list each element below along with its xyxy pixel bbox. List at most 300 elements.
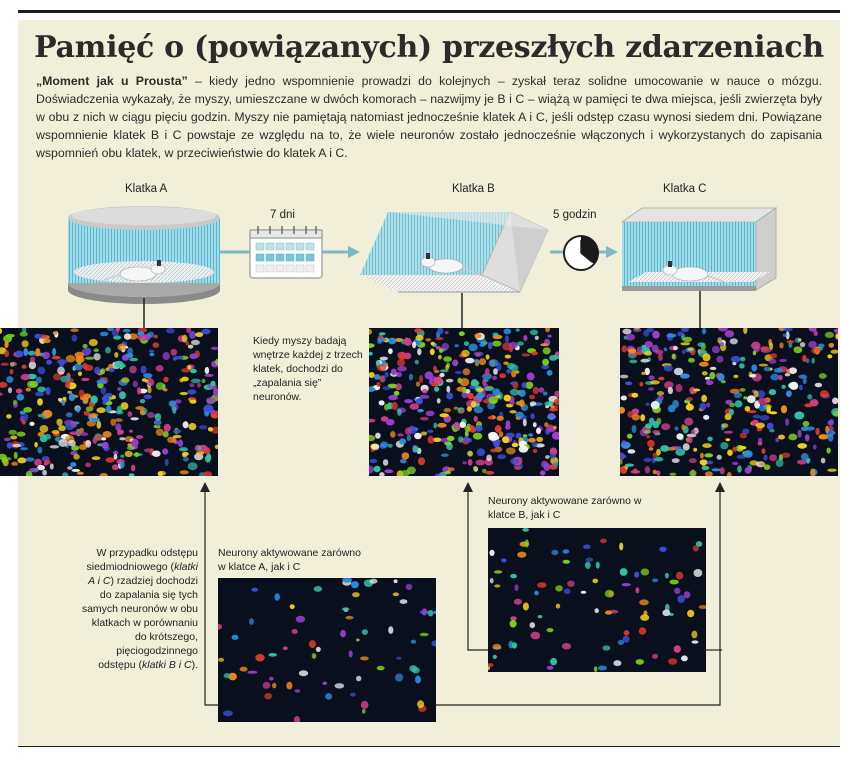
neuron-dot: [683, 337, 692, 343]
neuron-dot: [384, 469, 393, 473]
neuron-dot: [463, 368, 471, 375]
neuron-dot: [437, 423, 447, 428]
neuron-dot: [144, 395, 152, 400]
neuron-dot: [106, 405, 112, 413]
neuron-dot: [486, 455, 492, 462]
neuron-dot: [24, 348, 28, 356]
neuron-dot: [799, 385, 803, 391]
neuron-dot: [501, 558, 506, 562]
neuron-dot: [640, 414, 645, 421]
neuron-dot: [62, 472, 68, 476]
neuron-dot: [743, 450, 753, 458]
neuron-dot: [182, 335, 188, 343]
neuron-dot: [462, 461, 467, 464]
neuron-dot: [189, 353, 197, 359]
neuron-dot: [550, 658, 557, 665]
neuron-dot: [195, 332, 203, 337]
neuron-dot: [290, 604, 295, 609]
neuron-dot: [676, 433, 683, 439]
neuron-dot: [204, 471, 213, 476]
neuron-dot: [384, 404, 389, 411]
neuron-dot: [427, 430, 434, 433]
neuron-dot: [581, 591, 587, 594]
neuron-dot: [497, 454, 506, 459]
neuron-dot: [428, 436, 435, 444]
cage-a-label: Klatka A: [125, 183, 168, 195]
overlap-bc-label: Neurony aktywowane zarówno w klatce B, jak i C: [488, 495, 642, 521]
neuron-dot: [681, 655, 688, 661]
neuron-dot: [658, 353, 663, 361]
neuron-dot: [218, 624, 222, 630]
neuron-dot: [786, 390, 792, 397]
neuron-dot: [650, 380, 660, 384]
arrowhead-to-b: [463, 482, 473, 492]
neuron-dot: [737, 465, 741, 473]
neuron-dot: [556, 604, 560, 609]
neuron-dot: [57, 359, 67, 364]
neuron-dot: [629, 360, 637, 364]
neuron-dot: [67, 391, 72, 394]
neuron-dot: [758, 442, 763, 446]
neuron-dot: [58, 398, 62, 401]
neuron-dot: [105, 347, 111, 354]
neuron-dot: [479, 343, 485, 347]
neuron-dot: [776, 459, 784, 467]
neuron-dot: [191, 340, 200, 345]
neuron-dot: [174, 356, 184, 360]
neuron-dot: [223, 710, 233, 716]
neuron-dot: [361, 701, 369, 709]
neuron-dot: [141, 366, 147, 374]
neuron-dot: [388, 348, 393, 354]
neuron-dot: [658, 377, 664, 381]
neuron-dot: [825, 426, 829, 433]
neuron-dot: [680, 342, 690, 345]
neuron-dot: [187, 389, 196, 394]
neuron-dot: [73, 454, 79, 460]
neuron-dot: [415, 335, 423, 341]
neuron-dot: [46, 360, 52, 365]
neuron-dot: [346, 616, 354, 620]
neuron-dot: [190, 369, 197, 373]
neuron-dot: [749, 374, 756, 378]
neuron-dot: [645, 423, 652, 428]
neuron-dot: [52, 356, 61, 360]
neuron-dot: [369, 419, 375, 423]
neuron-dot: [488, 416, 494, 419]
neuron-dot: [460, 378, 470, 386]
neuron-dot: [440, 373, 445, 377]
neuron-dot: [198, 445, 202, 450]
neuron-dot: [740, 433, 747, 439]
neuron-dot: [699, 605, 706, 609]
neuron-dot: [158, 471, 166, 476]
neuron-dot: [672, 458, 680, 463]
neuron-dot: [594, 666, 598, 672]
neuron-dot: [707, 461, 713, 465]
neuron-dot: [702, 371, 708, 375]
neuron-dot: [4, 438, 11, 442]
cage-b-label: Klatka B: [452, 183, 495, 195]
neuron-dot: [563, 560, 570, 564]
neuron-dot: [502, 436, 509, 443]
neuron-dot: [636, 351, 643, 355]
neuron-dot: [182, 453, 187, 457]
neuron-dot: [622, 583, 631, 586]
neuron-dot: [66, 412, 73, 417]
neuron-dot: [83, 344, 88, 349]
neuron-dot: [431, 640, 436, 646]
neuron-dot: [119, 437, 125, 440]
neuron-dot: [123, 329, 131, 333]
neuron-dot: [400, 459, 407, 464]
neuron-dot: [668, 405, 676, 412]
neuron-dot: [622, 345, 628, 352]
neurons-cage-c-image: [620, 328, 838, 476]
neuron-dot: [639, 599, 649, 605]
neuron-dot: [711, 468, 721, 471]
neuron-dot: [420, 633, 429, 637]
neuron-dot: [693, 448, 697, 452]
neuron-dot: [510, 574, 517, 578]
neuron-dot: [438, 355, 442, 360]
neuron-dot: [35, 392, 44, 397]
neuron-dot: [639, 627, 646, 634]
neuron-dot: [585, 562, 591, 569]
neuron-dot: [40, 435, 47, 442]
neuron-dot: [376, 382, 380, 387]
neuron-dot: [811, 347, 821, 354]
neuron-dot: [461, 350, 470, 357]
neuron-dot: [702, 353, 710, 361]
neuron-dot: [428, 610, 434, 616]
neuron-dot: [779, 359, 787, 362]
neuron-dot: [598, 666, 607, 671]
neuron-dot: [52, 348, 56, 356]
neuron-dot: [117, 387, 121, 391]
neuron-dot: [404, 399, 413, 403]
neuron-dot: [815, 383, 822, 388]
neuron-dot: [53, 331, 57, 334]
neuron-dot: [446, 386, 450, 393]
neuron-dot: [745, 406, 751, 411]
neuron-dot: [426, 338, 432, 341]
neuron-dot: [208, 427, 213, 431]
neuron-dot: [583, 544, 591, 549]
arrowhead-to-a: [200, 482, 210, 492]
neuron-dot: [540, 470, 546, 475]
neuron-dot: [730, 389, 740, 394]
neuron-dot: [666, 334, 676, 338]
neuron-dot: [391, 369, 397, 376]
neuron-dot: [740, 388, 746, 392]
neuron-dot: [475, 353, 480, 357]
neuron-dot: [552, 432, 559, 440]
neuron-dot: [562, 643, 571, 649]
neuron-dot: [255, 654, 264, 661]
neuron-dot: [264, 693, 272, 699]
neuron-dot: [145, 379, 149, 383]
neuron-dot: [668, 387, 673, 394]
neuron-dot: [416, 382, 420, 387]
neuron-dot: [434, 386, 439, 391]
neuron-dot: [635, 587, 639, 593]
neuron-dot: [543, 392, 548, 396]
neuron-dot: [263, 682, 271, 689]
neuron-dot: [350, 693, 356, 697]
neuron-dot: [24, 414, 28, 421]
neuron-dot: [727, 450, 733, 456]
neuron-dot: [751, 364, 757, 371]
neuron-dot: [114, 361, 124, 368]
neuron-dot: [745, 467, 752, 474]
interval-explanation: [78, 546, 198, 672]
neuron-dot: [413, 446, 418, 453]
neuron-dot: [798, 443, 807, 449]
neuron-dot: [488, 396, 498, 404]
neuron-dot: [763, 455, 767, 461]
neuron-dot: [120, 462, 125, 469]
neuron-dot: [37, 367, 45, 375]
neuron-dot: [640, 614, 649, 621]
neuron-dot: [778, 435, 785, 440]
neuron-dot: [251, 588, 258, 592]
interval-text-2: ) rzadziej dochodzi do zapalania się tych samych neuronów w obu klatkach w porównaniu do krótszego, pięciogodzinnego odstępu (: [81, 575, 198, 671]
neuron-dot: [42, 352, 50, 359]
neuron-dot: [405, 427, 412, 435]
neuron-dot: [512, 443, 519, 447]
neuron-dot: [140, 399, 145, 403]
neuron-dot: [283, 646, 288, 650]
neuron-dot: [455, 344, 459, 347]
neuron-dot: [269, 677, 274, 681]
neuron-dot: [65, 423, 74, 430]
neuron-dot: [414, 328, 422, 333]
neuron-dot: [668, 658, 677, 664]
neuron-dot: [767, 423, 774, 430]
neuron-dot: [654, 457, 663, 462]
neuron-dot: [412, 341, 416, 348]
neuron-dot: [653, 470, 657, 474]
neuron-dot: [700, 459, 708, 465]
neuron-dot: [710, 367, 717, 370]
neuron-dot: [706, 403, 710, 408]
neuron-dot: [537, 582, 546, 588]
neuron-dot: [703, 415, 709, 420]
neuron-dot: [17, 432, 26, 437]
neuron-dot: [92, 456, 101, 460]
neuron-dot: [36, 377, 42, 384]
neuron-dot: [42, 410, 52, 418]
neuron-dot: [379, 400, 385, 405]
neuron-dot: [188, 423, 196, 430]
neuron-dot: [224, 673, 231, 678]
neuron-dot: [101, 437, 106, 440]
neuron-dot: [204, 404, 214, 412]
neuron-dot: [676, 572, 683, 580]
neuron-dot: [506, 369, 511, 374]
neuron-dot: [702, 466, 710, 471]
neuron-dot: [178, 439, 183, 447]
neuron-dot: [681, 328, 689, 332]
neuron-dot: [207, 454, 211, 462]
neuron-dot: [828, 420, 834, 425]
neuron-dot: [370, 579, 378, 584]
neuron-dot: [397, 359, 405, 367]
neuron-dot: [675, 426, 679, 430]
neuron-dot: [65, 382, 71, 389]
neuron-dot: [6, 376, 13, 383]
neuron-dot: [473, 433, 482, 440]
neuron-dot: [639, 382, 643, 387]
neuron-dot: [521, 353, 530, 356]
neuron-dot: [388, 444, 393, 448]
neuron-dot: [494, 570, 502, 573]
neuron-dot: [247, 671, 257, 674]
neuron-dot: [684, 591, 691, 598]
neuron-dot: [525, 539, 529, 547]
neuron-dot: [651, 401, 660, 409]
neuron-dot: [86, 348, 91, 355]
neuron-dot: [94, 367, 101, 374]
neuron-dot: [769, 342, 773, 350]
neuron-dot: [691, 430, 695, 434]
page-title: Pamięć o (powiązanych) przeszłych zdarzeniach: [34, 30, 824, 65]
neuron-dot: [632, 425, 637, 433]
neuron-dot: [539, 387, 545, 392]
neuron-dot: [697, 342, 704, 346]
neuron-dot: [10, 363, 14, 367]
neuron-dot: [404, 337, 409, 345]
neuron-dot: [377, 338, 387, 342]
neuron-dot: [430, 349, 435, 356]
neuron-dot: [688, 347, 694, 351]
neuron-dot: [538, 615, 543, 618]
neuron-dot: [689, 470, 696, 476]
neuron-dot: [173, 429, 181, 433]
neuron-dot: [684, 418, 693, 426]
neuron-dot: [453, 422, 459, 430]
neuron-dot: [694, 569, 703, 577]
neuron-dot: [509, 410, 516, 413]
neuron-dot: [312, 653, 317, 659]
neuron-dot: [760, 415, 770, 421]
neuron-dot: [827, 434, 833, 442]
neuron-dot: [375, 433, 381, 439]
neuron-dot: [533, 449, 537, 453]
neuron-dot: [717, 339, 722, 344]
neuron-dot: [199, 425, 207, 429]
neuron-dot: [14, 452, 18, 459]
neuron-dot: [125, 353, 132, 357]
neuron-dot: [133, 381, 138, 388]
neuron-dot: [803, 421, 810, 427]
neuron-dot: [418, 457, 425, 465]
neuron-dot: [530, 330, 538, 336]
neuron-dot: [652, 578, 658, 582]
neuron-dot: [129, 366, 137, 374]
neuron-dot: [417, 409, 424, 413]
neuron-dot: [802, 355, 806, 362]
neuron-dot: [0, 328, 2, 334]
neuron-dot: [613, 660, 621, 666]
neuron-dot: [827, 354, 832, 358]
neuron-dot: [533, 422, 537, 427]
neuron-dot: [438, 328, 444, 334]
neuron-dot: [40, 425, 49, 433]
neuron-dot: [625, 382, 632, 386]
neuron-dot: [22, 365, 27, 369]
neuron-dot: [751, 342, 760, 350]
neuron-dot: [489, 550, 494, 556]
neuron-dot: [515, 584, 519, 591]
neuron-dot: [834, 329, 838, 333]
neuron-dot: [514, 466, 521, 470]
neuron-dot: [533, 387, 539, 395]
neuron-dot: [145, 335, 150, 340]
neuron-dot: [465, 426, 471, 432]
neuron-dot: [720, 442, 728, 449]
neuron-dot: [77, 472, 84, 475]
neuron-dot: [163, 377, 168, 383]
neuron-dot: [468, 393, 474, 400]
neuron-dot: [379, 332, 386, 335]
neuron-dot: [377, 364, 387, 371]
neuron-dot: [528, 438, 536, 443]
neuron-dot: [102, 399, 106, 405]
neuron-dot: [523, 603, 529, 611]
neuron-dot: [815, 428, 819, 435]
neuron-dot: [22, 340, 29, 347]
neuron-dot: [362, 629, 368, 635]
neuron-dot: [532, 442, 538, 447]
neuron-dot: [785, 418, 789, 425]
neuron-dot: [485, 471, 494, 475]
neuron-dot: [374, 466, 381, 472]
neuron-dot: [16, 389, 23, 394]
neuron-dot: [9, 430, 17, 435]
neuron-dot: [422, 389, 428, 394]
neuron-dot: [117, 344, 126, 351]
neuron-dot: [448, 467, 455, 471]
neuron-dot: [183, 421, 189, 428]
neuron-dot: [112, 464, 119, 470]
neuron-dot: [665, 573, 669, 579]
neuron-dot: [691, 631, 697, 639]
neuron-dot: [641, 372, 646, 375]
neuron-dot: [431, 342, 435, 346]
neuron-dot: [140, 410, 145, 416]
neuron-dot: [153, 342, 160, 348]
neuron-dot: [369, 372, 375, 378]
neuron-dot: [488, 434, 498, 441]
neuron-dot: [134, 452, 139, 457]
neuron-dot: [56, 419, 62, 426]
neuron-dot: [819, 434, 829, 439]
neuron-dot: [163, 388, 168, 391]
neuron-dot: [459, 331, 465, 336]
neuron-dot: [547, 370, 553, 376]
neuron-dot: [286, 682, 292, 690]
neuron-dot: [706, 380, 714, 385]
neuron-dot: [314, 586, 322, 592]
neuron-dot: [439, 349, 443, 353]
neuron-dot: [659, 547, 666, 552]
neuron-dot: [11, 462, 18, 466]
neuron-dot: [620, 568, 628, 576]
neurons-cage-a-image: [0, 328, 218, 476]
neuron-dot: [100, 332, 109, 337]
